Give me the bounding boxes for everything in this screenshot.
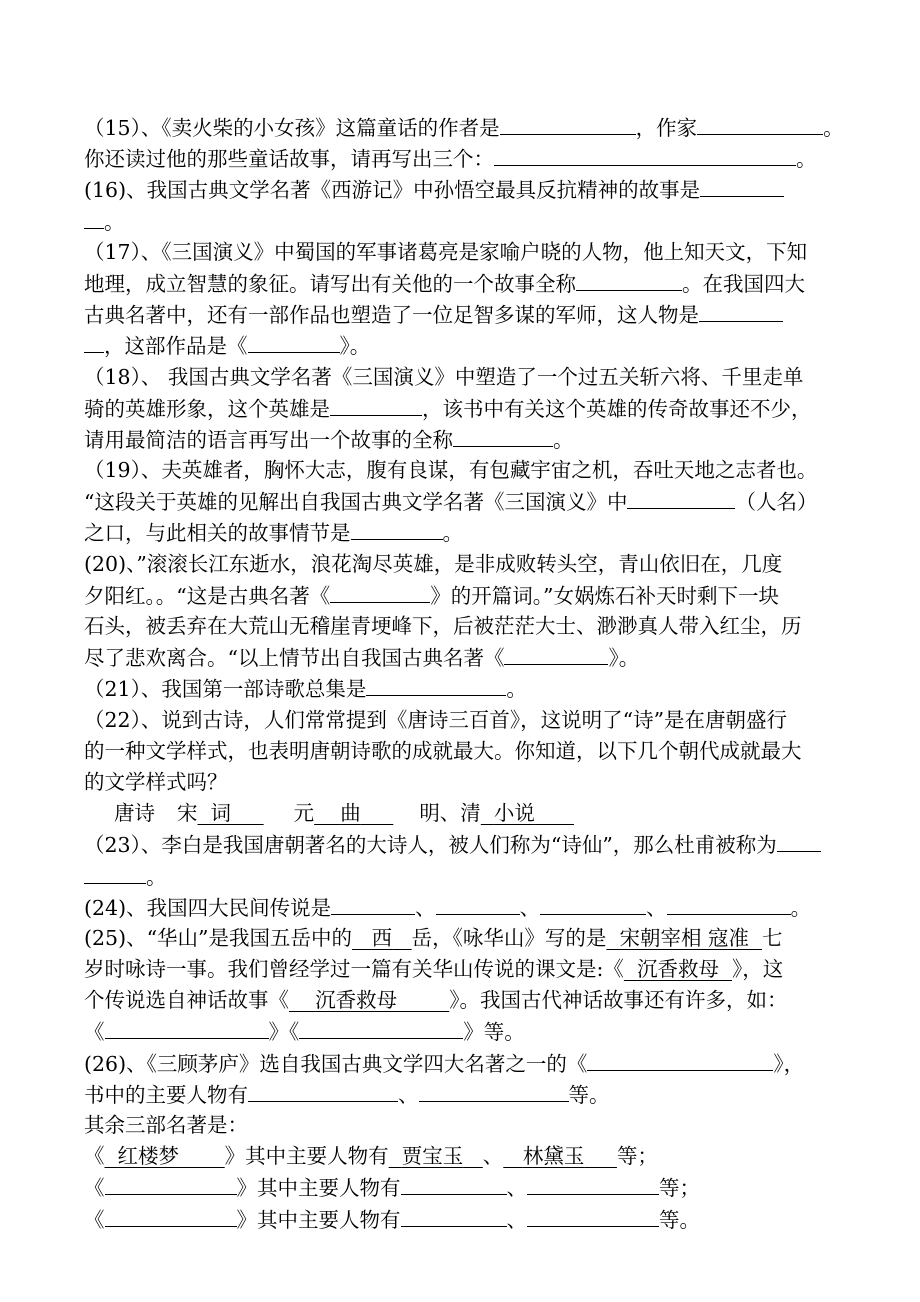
question-25-text: 》，这 [732, 957, 784, 982]
answer-blank-book-3-person-2[interactable] [527, 1204, 659, 1227]
question-26-text: 》其中主要人物有 [224, 1144, 389, 1169]
answer-blank-legend-1[interactable] [331, 892, 415, 915]
question-25-line-2 [84, 954, 840, 985]
question-18-text: 请用最简洁的语言再写出一个故事的全称 [84, 427, 453, 452]
question-19-line-2 [84, 486, 840, 517]
answer-myth [289, 988, 449, 1012]
separator: 、 [506, 1207, 527, 1232]
answer-myth-text: 沉香救母 [315, 988, 398, 1013]
question-26-row-3 [84, 1204, 840, 1235]
answer-blank-book-2-person-2[interactable] [527, 1172, 659, 1195]
question-20-text: (20)、”滚滚长江东逝水，浪花淘尽英雄，是非成败转头空，青山依旧在，几度 [84, 551, 783, 576]
question-25-text: 》。我国古代神话故事还有许多，如： [449, 988, 788, 1013]
question-22-line-1 [84, 705, 840, 736]
question-19-text: （人名） [735, 490, 818, 515]
book-bracket: 《 [84, 1144, 105, 1169]
question-17-text: （17）、《三国演义》中蜀国的军事诸葛亮是家喻户晓的人物，他上知天文，下知 [84, 239, 808, 264]
question-26-line-3 [84, 1110, 840, 1141]
question-15-text: 你还读过他的那些童话故事，请再写出三个： [84, 147, 494, 172]
answer-blank-nationality[interactable] [697, 112, 823, 135]
dynasty-tang: 唐诗 [114, 801, 155, 826]
answer-blank-book-3[interactable] [105, 1204, 237, 1227]
answer-blank-book-3-person-1[interactable] [401, 1204, 507, 1227]
question-18-text: ，该书中有关这个英雄的传奇故事还不少， [422, 396, 812, 421]
separator: 、 [506, 1176, 527, 1201]
question-24-text: (24)、我国四大民间传说是 [84, 895, 332, 920]
question-25-line-1 [84, 923, 840, 954]
question-19-text: （19）、夫英雄者，胸怀大志，腹有良谋，有包藏宇宙之机，吞吐天地之志者也。 [84, 458, 818, 483]
question-17-line-2 [84, 268, 840, 299]
answer-yue [352, 926, 412, 950]
question-21-text: （21）、我国第一部诗歌总集是 [84, 677, 367, 702]
question-17-text: 地理，成立智慧的象征。请写出有关他的一个故事全称 [84, 271, 576, 296]
question-26-text: 》， [773, 1051, 805, 1076]
answer-blank-book-2-person-1[interactable] [401, 1172, 507, 1195]
answer-yuan-text: 曲 [340, 801, 361, 826]
question-25-text: 岁时咏诗一事。我们曾经学过一篇有关华山传说的课文是:《 [84, 957, 624, 982]
question-25-line-3 [84, 985, 840, 1016]
question-25-text: 》等。 [463, 1020, 525, 1045]
answer-blank-plot[interactable] [351, 517, 443, 540]
question-17-text: 》。 [339, 334, 371, 359]
question-18-text: 骑的英雄形象，这个英雄是 [84, 396, 330, 421]
question-25-text: 《 [84, 1020, 105, 1045]
answer-song-text: 词 [210, 801, 232, 826]
question-18-text: 。 [553, 427, 574, 452]
answer-blank-book[interactable] [248, 330, 340, 353]
question-22-text: 的文学样式吗？ [84, 769, 228, 794]
answer-ming-qing-text: 小说 [493, 801, 535, 826]
question-16-line-2 [84, 206, 840, 237]
answer-blank-wukong-story[interactable] [700, 174, 784, 197]
answer-blank-character-1[interactable] [248, 1079, 398, 1102]
answer-song [198, 801, 264, 825]
question-20-text: 》的开篇词。”女娲炼石补天时剩下一块 [430, 583, 779, 608]
answer-blank-myth-2[interactable] [299, 1016, 463, 1039]
question-18-text: （18）、 我国古典文学名著《三国演义》中塑造了一个过五关斩六将、千里走单 [84, 364, 804, 389]
answer-blank-hero-story[interactable] [453, 424, 553, 447]
question-20-text: 夕阳红。。“这是古典名著《 [84, 583, 331, 608]
dynasty-song: 宋 [177, 801, 198, 826]
question-24-line-1 [84, 892, 840, 923]
question-20-line-1 [84, 549, 840, 580]
answer-blank-character-2[interactable] [419, 1079, 569, 1102]
answer-blank-fairy-tales[interactable] [494, 143, 796, 166]
question-26-text: 其余三部名著是： [84, 1113, 248, 1137]
answer-blank-zhuge-story[interactable] [576, 268, 682, 291]
answer-poet-name: 寇准 [708, 925, 749, 950]
question-18-line-1 [84, 362, 840, 393]
answer-blank-legend-2[interactable] [436, 892, 520, 915]
question-22-line-3 [84, 767, 840, 798]
question-15-line-1 [84, 112, 844, 143]
question-20-line-2 [84, 580, 840, 611]
question-25-text: 》《 [268, 1020, 300, 1045]
question-26-text: 》其中主要人物有 [236, 1207, 401, 1232]
question-20-text: 尽了悲欢离合。“以上情节出自我国古典名著《 [84, 646, 505, 671]
separator: 、 [646, 895, 667, 920]
question-21-line-1 [84, 673, 840, 704]
question-21-text: 。 [506, 677, 527, 702]
question-23-line-1 [84, 829, 840, 860]
question-20-text: 石头，被丢弃在大荒山无稽崖青埂峰下，后被茫茫大士、渺渺真人带入红尘，历 [84, 614, 802, 638]
question-26-row-1 [84, 1141, 840, 1172]
answer-blank-speaker[interactable] [627, 486, 735, 509]
question-19-text: “这段关于英雄的见解出自我国古典文学名著《三国演义》中 [84, 490, 628, 515]
question-19-line-1 [84, 455, 840, 486]
question-17-line-1 [84, 237, 840, 268]
worksheet-page [84, 112, 844, 1235]
answer-blank-stone-book[interactable] [504, 642, 608, 665]
question-26-text: (26)、《三顾茅庐》选自我国古典文学四大名著之一的《 [84, 1051, 588, 1076]
question-25-text: (25)、“华山”是我国五岳中的 [84, 925, 353, 950]
question-15-text: 。 [823, 116, 844, 140]
question-20-text: 》。 [608, 646, 640, 671]
answer-poet-title: 宋朝宰相 [619, 925, 702, 950]
question-19-line-3 [84, 517, 840, 548]
answer-person-1-text: 贾宝玉 [401, 1144, 464, 1169]
question-22-text: 的一种文学样式，也表明唐朝诗歌的成就最大。你知道，以下几个朝代成就最大 [84, 738, 802, 763]
question-23-line-2 [84, 861, 840, 892]
question-26-text: 书中的主要人物有 [84, 1082, 248, 1107]
question-17-text: 古典名著中，还有一部作品也塑造了一位足智多谋的军师，这人物是 [84, 303, 699, 328]
answer-blank-legend-3[interactable] [540, 892, 646, 915]
question-25-text: 七 [762, 925, 783, 950]
question-26-row-2 [84, 1172, 840, 1203]
question-15-line-2 [84, 143, 840, 174]
question-17-line-4 [84, 330, 840, 361]
answer-person-2 [503, 1144, 617, 1168]
answer-blank-strategist-cont[interactable] [84, 330, 104, 353]
question-20-line-4 [84, 642, 840, 673]
answer-blank-legend-4[interactable] [667, 892, 791, 915]
separator: 、 [398, 1082, 419, 1107]
question-22-text: （22）、说到古诗，人们常常提到《唐诗三百首》，这说明了“诗”是在唐朝盛行 [84, 707, 788, 732]
question-26-line-2 [84, 1079, 840, 1110]
question-15-text: （15）、《卖火柴的小女孩》这篇童话的作者是 [84, 116, 500, 140]
question-18-line-3 [84, 424, 840, 455]
question-25-line-4 [84, 1016, 840, 1047]
question-20-line-3 [84, 611, 840, 642]
question-17-text: 。在我国四大 [682, 271, 805, 296]
answer-blank-myth-1[interactable] [105, 1016, 269, 1039]
question-26-text: 》其中主要人物有 [236, 1176, 401, 1201]
answer-blank-hero[interactable] [330, 393, 422, 416]
answer-blank-wukong-story-cont[interactable] [84, 206, 104, 229]
separator: 、 [519, 895, 541, 920]
dynasty-yuan: 元 [293, 801, 315, 826]
question-18-line-2 [84, 393, 840, 424]
answer-blank-author[interactable] [500, 112, 636, 135]
question-26-text: 等； [616, 1144, 658, 1169]
separator: 、 [415, 895, 436, 920]
question-26-line-1 [84, 1048, 840, 1079]
answer-person-1 [389, 1144, 483, 1168]
question-16-line-1 [84, 174, 840, 205]
question-26-text: 等； [659, 1176, 700, 1201]
question-22-dynasty-row [84, 798, 840, 829]
question-19-text: 。 [442, 521, 463, 546]
question-16-text: (16)、我国古典文学名著《西游记》中孙悟空最具反抗精神的故事是 [84, 178, 701, 203]
answer-blank-opening-book[interactable] [330, 580, 430, 603]
question-26-text: 等。 [568, 1082, 610, 1107]
question-26-text: 等。 [659, 1207, 700, 1232]
question-23-text: 。 [146, 864, 167, 889]
question-15-text: ，作家 [635, 116, 698, 140]
question-25-text: 个传说选自神话故事《 [84, 988, 289, 1013]
question-16-text: 。 [104, 209, 125, 234]
question-19-text: 之口，与此相关的故事情节是 [84, 521, 351, 546]
question-22-line-2 [84, 736, 840, 767]
answer-yue-text: 西 [371, 925, 393, 950]
question-17-line-3 [84, 299, 840, 330]
answer-text-title [624, 957, 732, 981]
question-17-text: ，这部作品是《 [104, 334, 248, 359]
separator: 、 [482, 1144, 504, 1169]
answer-blank-strategist[interactable] [699, 299, 783, 322]
answer-blank-book-2[interactable] [105, 1172, 237, 1195]
book-bracket: 《 [84, 1176, 105, 1201]
answer-blank-du-fu-cont[interactable] [84, 861, 146, 884]
book-bracket: 《 [84, 1207, 105, 1232]
answer-poet [606, 926, 762, 950]
question-15-text: 。 [796, 147, 817, 172]
answer-ming-qing [481, 801, 574, 825]
answer-book-1-text: 红楼梦 [117, 1144, 180, 1169]
answer-blank-classic[interactable] [587, 1048, 773, 1071]
answer-person-2-text: 林黛玉 [522, 1144, 585, 1169]
question-25-text: 岳，《咏华山》写的是 [411, 925, 607, 950]
question-24-text: 。 [790, 895, 812, 920]
answer-yuan [314, 801, 393, 825]
answer-blank-du-fu[interactable] [777, 829, 821, 852]
answer-blank-poetry-collection[interactable] [366, 673, 506, 696]
dynasty-ming-qing: 明、清 [419, 801, 481, 826]
answer-book-1 [105, 1144, 225, 1168]
question-23-text: （23）、李白是我国唐朝著名的大诗人，被人们称为“诗仙”，那么杜甫被称为 [84, 833, 777, 858]
answer-text-title-text: 沉香救母 [636, 957, 719, 982]
